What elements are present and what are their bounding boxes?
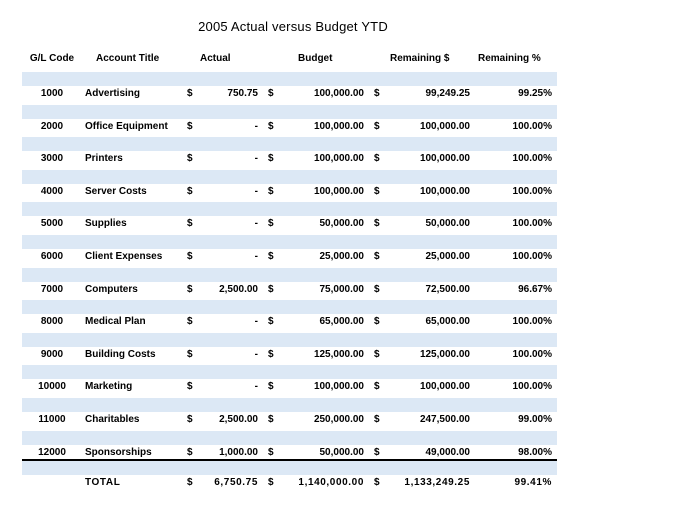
header-account-title: Account Title [96,53,160,64]
remaining-value: 100,000.00 [419,186,470,197]
budget-value: 250,000.00 [313,414,364,425]
currency-symbol: $ [268,284,274,295]
table-row [0,86,590,104]
actual-value: 1,000.00 [219,447,258,458]
currency-symbol: $ [268,153,274,164]
currency-symbol: $ [374,121,380,132]
remaining-pct: 100.00% [512,349,552,360]
currency-symbol: $ [374,186,380,197]
total-rule [22,459,557,461]
gl-code: 1000 [40,88,64,99]
account-title: Supplies [85,218,127,229]
actual-value: 2,500.00 [219,284,258,295]
currency-symbol: $ [187,316,193,327]
budget-value: 100,000.00 [313,121,364,132]
currency-symbol: $ [374,218,380,229]
remaining-pct: 100.00% [512,186,552,197]
account-title: Office Equipment [85,121,168,132]
total-budget: 1,140,000.00 [298,477,364,488]
gl-code: 10000 [38,381,66,392]
account-title: Computers [85,284,138,295]
currency-symbol: $ [268,316,274,327]
account-title: Sponsorships [85,447,152,458]
row-band [22,268,557,282]
row-band [22,431,557,445]
currency-symbol: $ [187,121,193,132]
gl-code: 3000 [40,153,64,164]
currency-symbol: $ [374,414,380,425]
account-title: Medical Plan [85,316,146,327]
currency-symbol: $ [268,121,274,132]
gl-code: 5000 [40,218,64,229]
currency-symbol: $ [187,153,193,164]
remaining-pct: 96.67% [518,284,552,295]
remaining-pct: 99.25% [518,88,552,99]
currency-symbol: $ [268,381,274,392]
total-row [0,475,590,493]
remaining-pct: 100.00% [512,316,552,327]
row-band [22,105,557,119]
budget-value: 100,000.00 [313,186,364,197]
actual-value: - [254,153,258,164]
budget-value: 65,000.00 [319,316,364,327]
table-row [0,249,590,267]
actual-value: - [254,218,258,229]
currency-symbol: $ [268,218,274,229]
currency-symbol: $ [187,251,193,262]
table-header [0,53,590,71]
row-band [22,461,557,475]
currency-symbol: $ [374,251,380,262]
row-band [22,300,557,314]
currency-symbol: $ [187,218,193,229]
remaining-value: 25,000.00 [425,251,470,262]
remaining-value: 50,000.00 [425,218,470,229]
currency-symbol: $ [268,349,274,360]
table-row [0,347,590,365]
gl-code: 4000 [40,186,64,197]
currency-symbol: $ [187,381,193,392]
currency-symbol: $ [268,477,275,488]
header-budget: Budget [298,53,333,64]
currency-symbol: $ [268,186,274,197]
account-title: Client Expenses [85,251,163,262]
remaining-value: 65,000.00 [425,316,470,327]
remaining-value: 247,500.00 [419,414,470,425]
budget-value: 125,000.00 [313,349,364,360]
remaining-pct: 98.00% [518,447,552,458]
table-row [0,379,590,397]
table-row [0,412,590,430]
budget-value: 100,000.00 [313,88,364,99]
account-title: Charitables [85,414,140,425]
remaining-value: 99,249.25 [425,88,470,99]
table-row [0,314,590,332]
currency-symbol: $ [374,284,380,295]
actual-value: - [254,316,258,327]
currency-symbol: $ [374,381,380,392]
budget-value: 100,000.00 [313,381,364,392]
row-band [22,235,557,249]
remaining-pct: 100.00% [512,381,552,392]
gl-code: 8000 [40,316,64,327]
currency-symbol: $ [268,251,274,262]
actual-value: - [254,381,258,392]
currency-symbol: $ [374,349,380,360]
currency-symbol: $ [268,447,274,458]
row-band [22,72,557,86]
budget-value: 50,000.00 [319,447,364,458]
table-row [0,216,590,234]
table-row [0,119,590,137]
remaining-value: 49,000.00 [425,447,470,458]
budget-value: 25,000.00 [319,251,364,262]
header-remaining: Remaining $ [390,53,450,64]
currency-symbol: $ [374,447,380,458]
gl-code: 2000 [40,121,64,132]
actual-value: - [254,186,258,197]
gl-code: 12000 [38,447,66,458]
remaining-pct: 100.00% [512,251,552,262]
header-actual: Actual [200,53,231,64]
row-band [22,137,557,151]
currency-symbol: $ [187,186,193,197]
currency-symbol: $ [187,414,193,425]
row-band [22,365,557,379]
actual-value: 750.75 [227,88,258,99]
currency-symbol: $ [374,477,381,488]
row-band [22,202,557,216]
table-row [0,282,590,300]
actual-value: - [254,349,258,360]
table-row [0,184,590,202]
currency-symbol: $ [374,88,380,99]
actual-value: 2,500.00 [219,414,258,425]
header-remaining-pct: Remaining % [478,53,541,64]
currency-symbol: $ [187,477,194,488]
currency-symbol: $ [187,284,193,295]
currency-symbol: $ [187,349,193,360]
gl-code: 6000 [40,251,64,262]
currency-symbol: $ [187,447,193,458]
budget-value: 75,000.00 [319,284,364,295]
gl-code: 11000 [38,414,66,425]
remaining-value: 100,000.00 [419,153,470,164]
gl-code: 7000 [40,284,64,295]
remaining-pct: 100.00% [512,218,552,229]
remaining-value: 72,500.00 [425,284,470,295]
table-row [0,151,590,169]
account-title: Marketing [85,381,133,392]
row-band [22,170,557,184]
currency-symbol: $ [268,88,274,99]
total-remaining: 1,133,249.25 [404,477,470,488]
account-title: Building Costs [85,349,156,360]
account-title: Server Costs [85,186,147,197]
actual-value: - [254,251,258,262]
remaining-value: 125,000.00 [419,349,470,360]
row-band [22,333,557,347]
header-gl-code: G/L Code [29,53,75,64]
remaining-value: 100,000.00 [419,121,470,132]
gl-code: 9000 [40,349,64,360]
sheet-title: 2005 Actual versus Budget YTD [198,19,388,34]
currency-symbol: $ [374,316,380,327]
actual-value: - [254,121,258,132]
currency-symbol: $ [268,414,274,425]
account-title: Printers [85,153,123,164]
remaining-pct: 99.00% [518,414,552,425]
row-band [22,398,557,412]
currency-symbol: $ [187,88,193,99]
remaining-pct: 100.00% [512,153,552,164]
currency-symbol: $ [374,153,380,164]
remaining-value: 100,000.00 [419,381,470,392]
remaining-pct: 100.00% [512,121,552,132]
total-remaining-pct: 99.41% [514,477,552,488]
budget-value: 50,000.00 [319,218,364,229]
budget-value: 100,000.00 [313,153,364,164]
total-actual: 6,750.75 [214,477,258,488]
account-title: Advertising [85,88,141,99]
total-label: TOTAL [85,477,121,488]
